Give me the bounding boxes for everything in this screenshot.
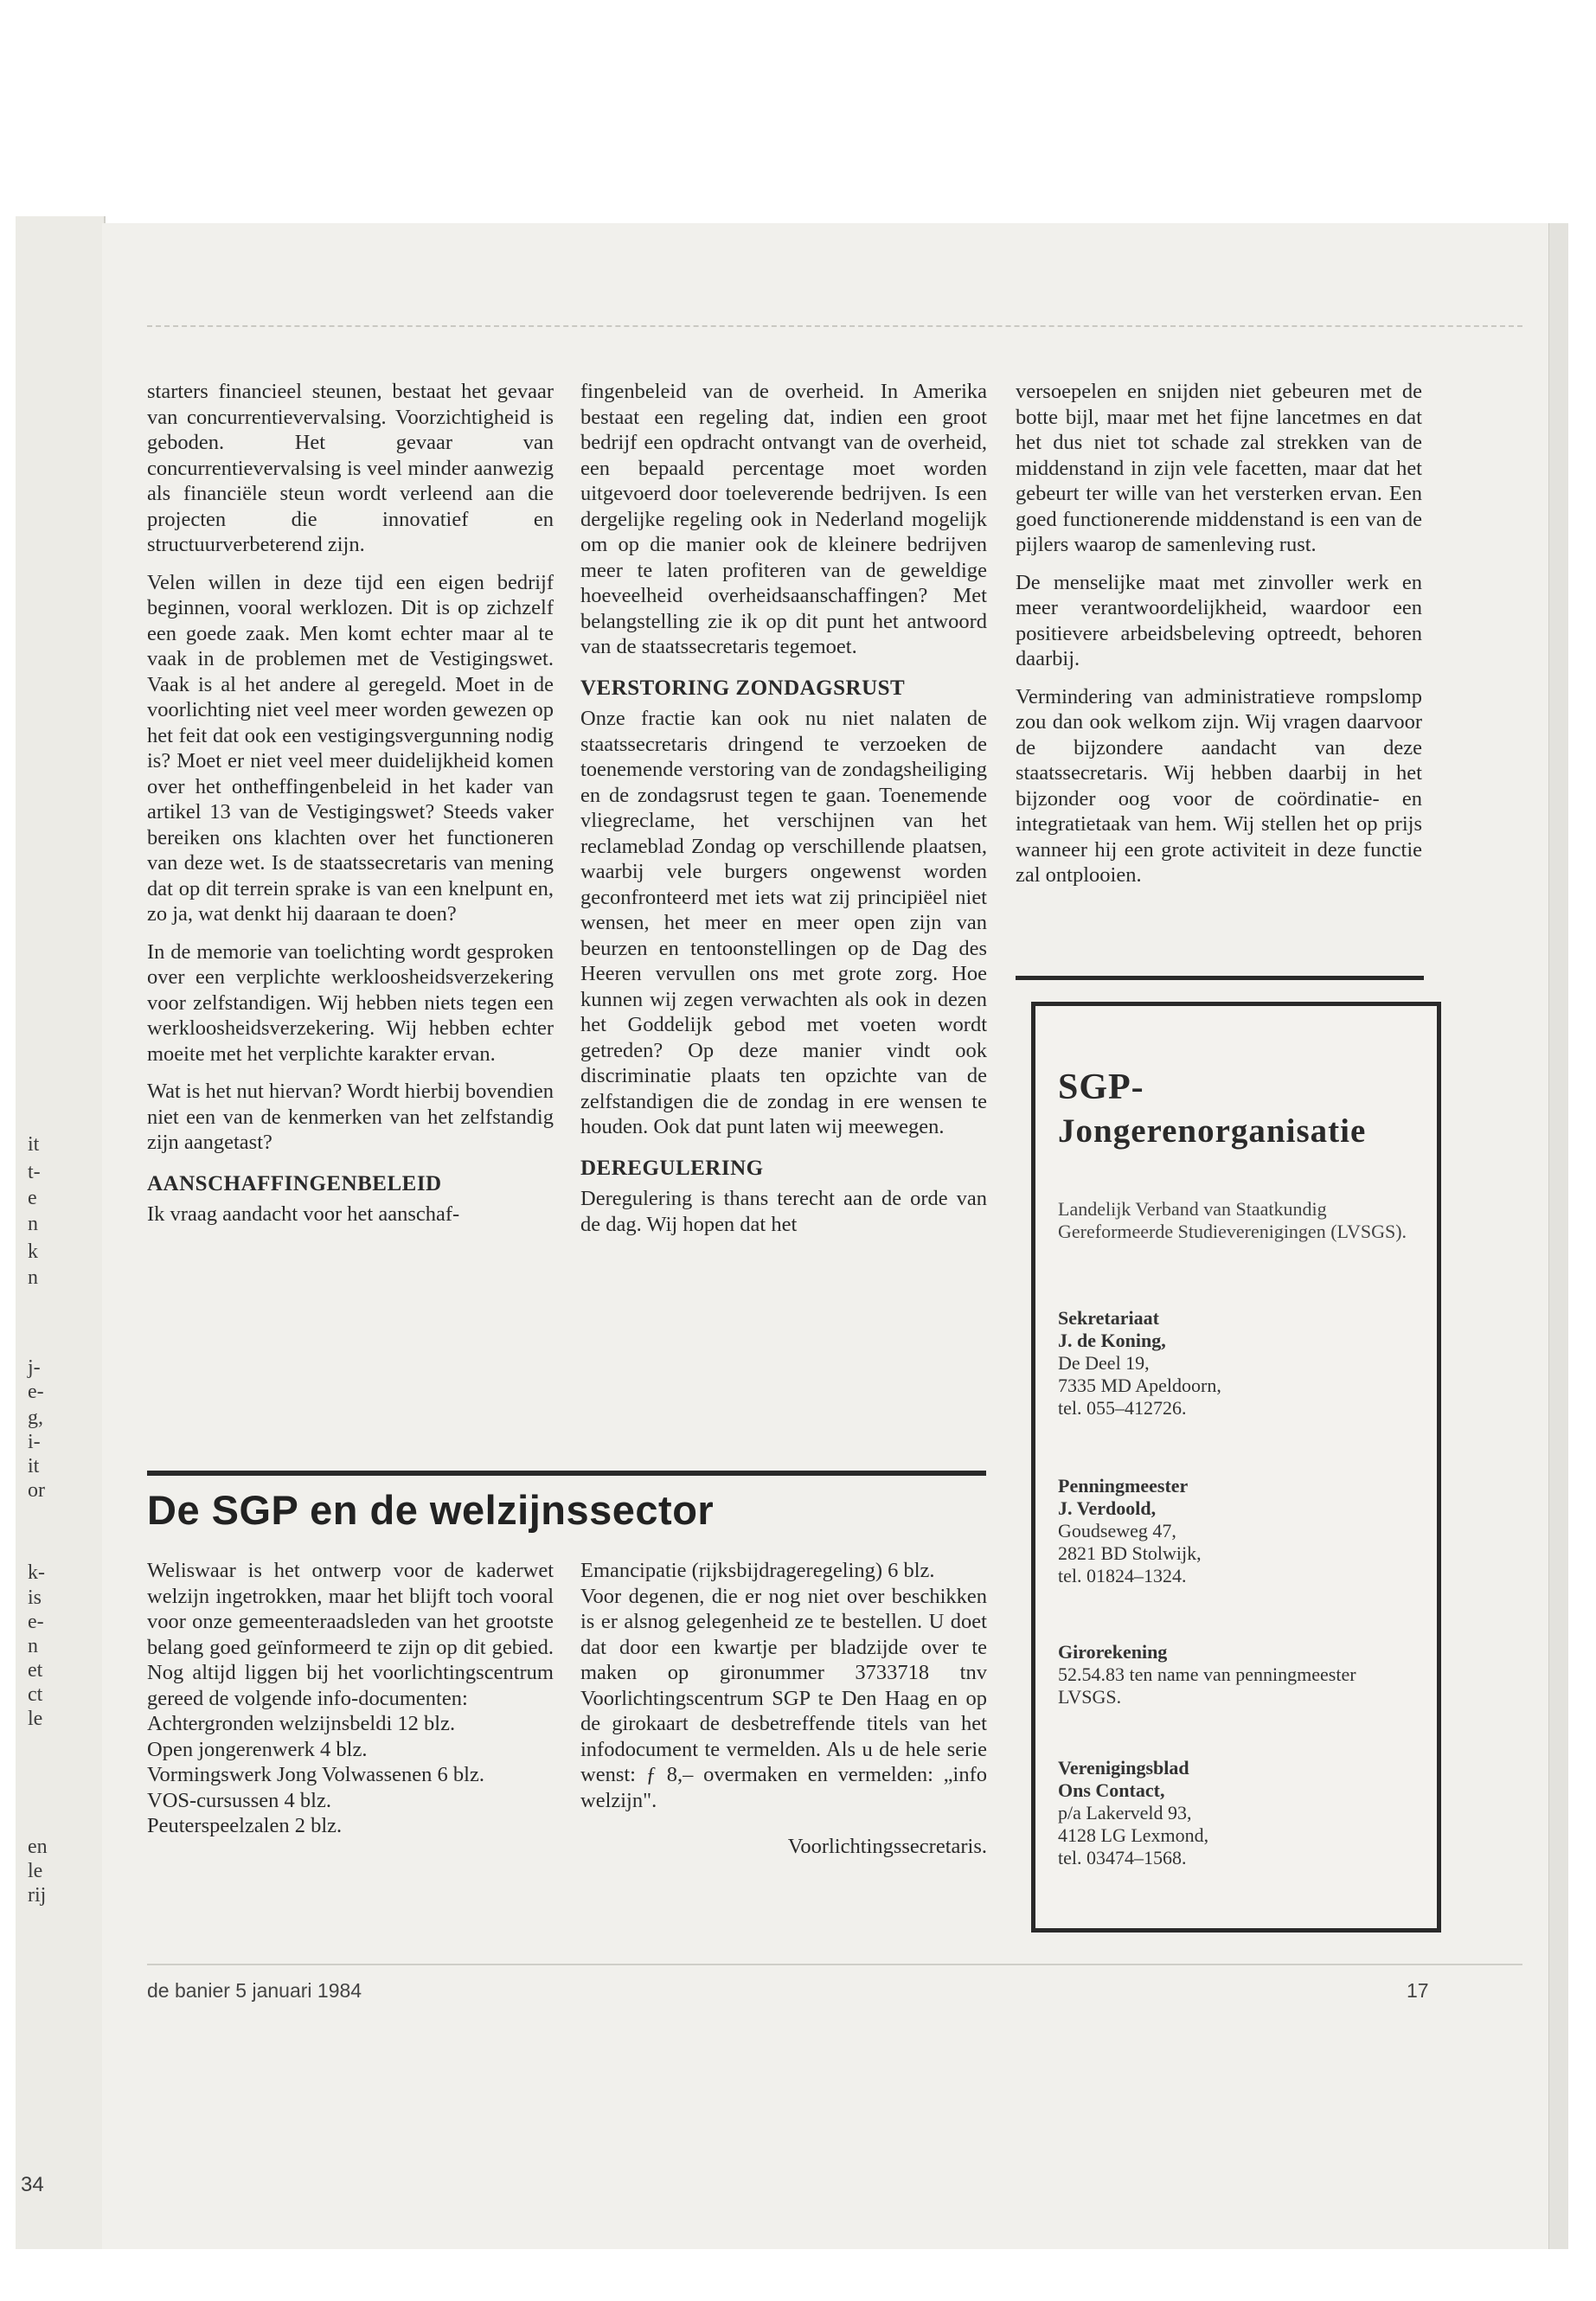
address-line: 7335 MD Apeldoorn, xyxy=(1058,1375,1221,1396)
girorekening-block xyxy=(1058,1641,1421,1708)
box-title: SGP- xyxy=(1058,1067,1144,1107)
phone-line: tel. 01824–1324. xyxy=(1058,1565,1187,1586)
spine-fragment: et xyxy=(28,1659,43,1682)
previous-page-edge xyxy=(16,216,106,2249)
spine-fragment: n xyxy=(28,1635,38,1657)
address-line: De Deel 19, xyxy=(1058,1352,1150,1374)
box-subtitle: Landelijk Verband van Staatkundig Gereformeerde Studieverenigingen (LVSGS). xyxy=(1058,1198,1407,1242)
paragraph: starters financieel steunen, bestaat het gevaar van concurrentievervalsing. Voorzichtigheid is geboden. Het gevaar van concurrentievervalsing is veel minder aanwezig als financiële steun wordt verleend aan die projecten die innovatief en structuurverbeterend zijn. xyxy=(147,380,554,556)
list-item: VOS-cursussen 4 blz. xyxy=(147,1788,331,1812)
spine-fragment: n xyxy=(28,1266,38,1289)
block-name: Ons Contact, xyxy=(1058,1779,1165,1801)
top-rule xyxy=(147,325,1522,327)
bottom-rule xyxy=(147,1964,1522,1965)
sgp-youth-box xyxy=(1031,1002,1441,1932)
list-item: Open jongerenwerk 4 blz. xyxy=(147,1737,368,1761)
paragraph: Weliswaar is het ontwerp voor de kaderwet welzijn ingetrokken, maar het blijft toch vooral voor onze gemeenteraadsleden van het grootste belang goed geïnformeerd te zijn op dit gebied. Nog altijd liggen bij het voorlichtingscentrum gereed de volgende info-documenten: xyxy=(147,1559,554,1710)
phone-line: tel. 055–412726. xyxy=(1058,1397,1187,1419)
headline-rule xyxy=(147,1471,986,1476)
paragraph: fingenbeleid van de overheid. In Amerika bestaat een regeling dat, indien een groot bedrijf een opdracht ontvangt van de overheid, een bepaald percentage moet worden uitgevoerd door toeleverende bedrijven. Is een dergelijke regeling ook in Nederland mogelijk om op die manier ook de kleinere bedrijven meer te laten profiteren van de geweldige hoeveelheid overheidsaanschaffingen? Met belangstelling zie ik op dit punt het antwoord van de staatssecretaris tegemoet. xyxy=(580,380,987,658)
column-3 xyxy=(1016,379,1422,901)
spine-fragment: n xyxy=(28,1213,38,1235)
paragraph: Vermindering van administratieve rompslomp zou dan ook welkom zijn. Wij vragen daarvoor de bijzondere aandacht van deze staatssecretaris. Wij hebben daarbij in het bijzonder oog voor de coördinatie- en integratietaak van hem. Wij stellen het op prijs wanneer hij een grote activiteit in deze functie zal ontplooien. xyxy=(1016,684,1422,887)
paragraph: Deregulering is thans terecht aan de orde van de dag. Wij hopen dat het xyxy=(580,1187,987,1236)
paragraph: Voor degenen, die er nog niet over beschikken is er alsnog gelegenheid ze te bestellen. U doet dat door een kwartje per bladzijde over te maken op gironummer 3733718 tnv Voorlichtingscentrum SGP te Den Haag en op de girokaart de desbetreffende titels van het infodocument te vermelden. Als u de hele serie wenst: ƒ 8,– overmaken en vermelden: „info welzijn". xyxy=(580,1584,987,1812)
spine-fragment: ct xyxy=(28,1683,43,1706)
spine-fragment: en xyxy=(28,1836,48,1858)
list-item: Emancipatie (rijksbijdrageregeling) 6 blz. xyxy=(580,1559,935,1582)
list-item: Vormingswerk Jong Volwassenen 6 blz. xyxy=(147,1763,484,1786)
phone-line: tel. 03474–1568. xyxy=(1058,1847,1187,1868)
page-edge xyxy=(1548,223,1568,2249)
spine-fragment: rij xyxy=(28,1884,47,1907)
section-heading: AANSCHAFFINGENBELEID xyxy=(147,1171,442,1195)
paragraph: versoepelen en snijden niet gebeuren met de botte bijl, maar met het fijne lancetmes en dat het dus niet tot schade zal strekken van de middenstand in zijn vele facetten, maar dat het gebeurt ter wille van het versterken ervan. Een goed functionerende middenstand is een van de pijlers waarop de samenleving rust. xyxy=(1016,380,1422,556)
penningmeester-block xyxy=(1058,1475,1421,1587)
spine-fragment: le xyxy=(28,1708,43,1730)
block-label: Verenigingsblad xyxy=(1058,1757,1189,1779)
spine-fragment: e xyxy=(28,1187,37,1209)
column-rule xyxy=(1016,976,1424,980)
previous-page-number: 34 xyxy=(21,2173,44,2196)
verenigingsblad-block xyxy=(1058,1757,1421,1869)
page-number: 17 xyxy=(1407,1979,1429,2002)
spine-fragment: k xyxy=(28,1240,38,1263)
article-headline: De SGP en de welzijnssector xyxy=(147,1487,715,1533)
spine-fragment: k- xyxy=(28,1561,45,1584)
spine-fragment: it xyxy=(28,1455,40,1477)
address-line: 2821 BD Stolwijk, xyxy=(1058,1542,1202,1564)
spine-fragment: t- xyxy=(28,1161,41,1183)
list-item: Achtergronden welzijnsbeldi 12 blz. xyxy=(147,1712,456,1735)
box-title: Jongerenorganisatie xyxy=(1058,1112,1367,1150)
signature: Voorlichtingssecretaris. xyxy=(787,1835,987,1858)
spine-fragment: is xyxy=(28,1586,42,1609)
publication-footer: de banier 5 januari 1984 xyxy=(147,1979,362,2002)
address-line: 4128 LG Lexmond, xyxy=(1058,1824,1209,1846)
spine-fragment: i- xyxy=(28,1431,41,1453)
spine-fragment: or xyxy=(28,1479,45,1502)
address-line: Goudseweg 47, xyxy=(1058,1520,1176,1541)
paragraph: Wat is het nut hiervan? Wordt hierbij bovendien niet een van de kenmerken van het zelfstandig zijn aangetast? xyxy=(147,1080,554,1154)
address-line: p/a Lakerveld 93, xyxy=(1058,1802,1192,1823)
paragraph: Onze fractie kan ook nu niet nalaten de staatssecretaris dringend te verzoeken de toenemende verstoring van de zondagsheiliging en de zondagsrust tegen te gaan. Toenemende vliegreclame, het verschijnen van het reclameblad Zondag op verschillende plaatsen, waarbij vele burgers ongewenst worden geconfronteerd met iets wat zij principiëel niet wensen, het meer en meer open zijn van beurzen en tentoonstellingen op de Dag des Heeren vervullen ons met grote zorg. Hoe kunnen wij zegen verwachten als ook in dezen het Goddelijk gebod met voeten wordt getreden? Op deze manier vindt ook discriminatie plaats ten opzichte van de zelfstandigen die de zondag in ere wensen te houden. Ook dat punt laten wij meewegen. xyxy=(580,707,987,1138)
paragraph: Ik vraag aandacht voor het aanschaf- xyxy=(147,1202,460,1226)
magazine-page xyxy=(102,223,1548,2249)
list-item: Peuterspeelzalen 2 blz. xyxy=(147,1814,343,1837)
block-label: Girorekening xyxy=(1058,1641,1168,1663)
article-column-left xyxy=(147,1558,554,1839)
article-column-right xyxy=(580,1558,987,1860)
block-name: J. de Koning, xyxy=(1058,1330,1166,1351)
section-heading: DEREGULERING xyxy=(580,1156,764,1180)
spine-fragment: g, xyxy=(28,1407,43,1429)
column-2 xyxy=(580,379,987,1249)
column-1 xyxy=(147,379,554,1240)
spine-fragment: le xyxy=(28,1860,43,1882)
spine-fragment: j- xyxy=(28,1356,41,1379)
block-name: J. Verdoold, xyxy=(1058,1497,1157,1519)
spine-fragment: e- xyxy=(28,1381,44,1403)
block-label: Penningmeester xyxy=(1058,1475,1189,1497)
paragraph: In de memorie van toelichting wordt gesproken over een verplichte werkloosheidsverzekering voor zelfstandigen. Wij hebben niets tegen een werkloosheidsverzekering. Wij hebben echter moeite met het verplichte karakter ervan. xyxy=(147,939,554,1066)
block-label: Sekretariaat xyxy=(1058,1307,1159,1329)
paragraph: De menselijke maat met zinvoller werk en meer verantwoordelijkheid, waardoor een positievere arbeidsbeleving optreedt, behoren daarbij. xyxy=(1016,570,1422,670)
spine-fragment: it xyxy=(28,1133,40,1156)
section-heading: VERSTORING ZONDAGSRUST xyxy=(580,676,906,700)
secretariaat-block xyxy=(1058,1307,1421,1420)
spine-fragment: e- xyxy=(28,1611,44,1633)
account-line: 52.54.83 ten name van penningmeester LVSGS. xyxy=(1058,1663,1356,1708)
paragraph: Velen willen in deze tijd een eigen bedrijf beginnen, vooral werklozen. Dit is op zichzelf een goede zaak. Men komt echter maar al te vaak in de problemen met de Vestigingswet. Vaak is al het andere al geregeld. Moet in de voorlichting niet veel meer worden gewezen op het feit dat ook een vestigingsvergunning nodig is? Moet er niet veel meer duidelijkheid komen over het ontheffingenbeleid in het kader van artikel 13 van de Vestigingswet? Steeds vaker bereiken ons klachten over het functioneren van deze wet. Is de staatssecretaris van mening dat op dit terrein sprake is van een knelpunt en, zo ja, wat denkt hij daaraan te doen? xyxy=(147,570,554,926)
